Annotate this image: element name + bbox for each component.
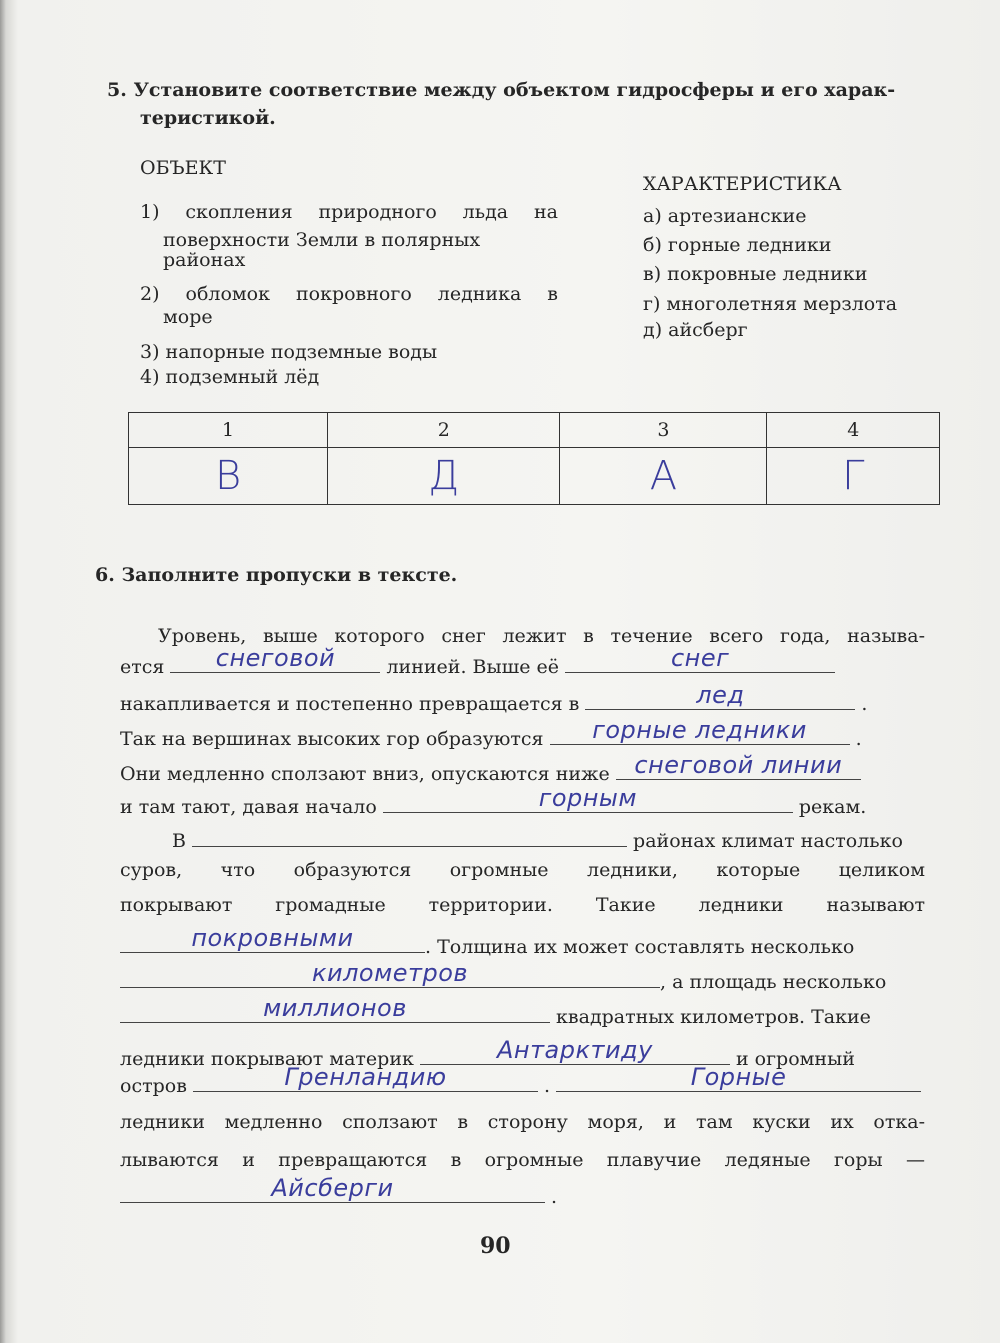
text-line [120, 716, 862, 751]
text-segment: . [545, 1186, 558, 1208]
text-segment: . [855, 693, 868, 715]
object-item: 2) обломок покровного ледника в [140, 283, 558, 305]
text-segment: Уровень, выше которого снег лежит в течение всего года, называ- [158, 625, 925, 647]
object-header: ОБЪЕКТ [140, 157, 226, 179]
text-segment: ледники покрывают материк [120, 1048, 420, 1070]
text-segment: остров [120, 1075, 193, 1097]
table-header: 1 [129, 413, 328, 448]
text-segment: линией. Выше её [380, 656, 566, 678]
answer-blank[interactable] [616, 751, 861, 780]
text-segment: . Толщина их может составлять несколько [425, 936, 855, 958]
object-item: поверхности Земли в полярных [163, 229, 481, 251]
handwritten-answer: горные ледники [592, 716, 807, 744]
text-line [120, 644, 835, 679]
answer-blank[interactable] [420, 1036, 730, 1065]
characteristic-item: г) многолетняя мерзлота [643, 293, 898, 315]
text-segment: лываются и превращаются в огромные плавучие ледяные горы — [120, 1149, 925, 1171]
answer-cell[interactable]: В [129, 448, 328, 505]
text-line [172, 824, 903, 853]
handwritten-answer: снег [670, 644, 730, 672]
text-segment: районах климат настолько [627, 830, 903, 852]
handwritten-answer: снеговой [215, 644, 336, 672]
text-line [120, 959, 887, 994]
handwritten-answer: покровными [191, 924, 354, 952]
text-segment: суров, что образуются огромные ледники, которые целиком [120, 859, 925, 881]
text-segment: накапливается и постепенно превращается в [120, 693, 586, 715]
text-line [120, 1148, 925, 1172]
object-item: 1) скопления природного льда на [140, 201, 558, 223]
text-segment: и там тают, давая начало [120, 796, 383, 818]
task5-title: 5. Установите соответствие между объектом гидросферы и его харак- [107, 79, 896, 101]
text-segment: покрывают громадные территории. Такие ледники называют [120, 894, 925, 916]
text-segment: и огромный [729, 1048, 855, 1070]
answer-blank[interactable] [120, 924, 425, 953]
characteristic-header: ХАРАКТЕРИСТИКА [643, 173, 842, 195]
characteristic-item: в) покровные ледники [643, 263, 868, 285]
handwritten-answer: горным [538, 784, 637, 812]
text-segment: Они медленно сползают вниз, опускаются ниже [120, 763, 616, 785]
text-segment: ледники медленно сползают в сторону моря, и там куски их отка- [120, 1111, 925, 1133]
answer-blank[interactable] [550, 716, 850, 745]
handwritten-answer: Горные [690, 1063, 787, 1091]
handwritten-answer: снеговой линии [634, 751, 843, 779]
answer-blank[interactable] [170, 644, 380, 673]
object-item: море [163, 306, 213, 328]
page-number: 90 [480, 1233, 511, 1259]
answer-table [128, 412, 940, 505]
characteristic-item: д) айсберг [643, 319, 748, 341]
text-line [120, 681, 868, 716]
text-segment: Так на вершинах высоких гор образуются [120, 728, 550, 750]
text-segment: ется [120, 656, 171, 678]
object-item: районах [163, 249, 246, 271]
text-line [120, 994, 871, 1029]
answer-cell[interactable]: Г [767, 448, 940, 505]
handwritten-answer: Антарктиду [496, 1036, 653, 1064]
handwritten-answer: Гренландию [284, 1063, 447, 1091]
table-header: 3 [560, 413, 767, 448]
object-item: 4) подземный лёд [140, 366, 320, 388]
handwritten-answer: Айсберги [271, 1174, 394, 1202]
answer-blank[interactable] [556, 1063, 921, 1092]
characteristic-item: б) горные ледники [643, 234, 832, 256]
text-line [120, 1063, 921, 1098]
task6-title: 6. Заполните пропуски в тексте. [95, 564, 458, 586]
text-segment: . [849, 728, 862, 750]
handwritten-answer: миллионов [263, 994, 407, 1022]
text-line [120, 784, 867, 819]
table-header: 2 [328, 413, 560, 448]
text-segment: рекам. [792, 796, 867, 818]
answer-blank[interactable] [383, 784, 793, 813]
text-segment: , а площадь несколько [660, 971, 887, 993]
answer-blank[interactable] [193, 1063, 538, 1092]
text-segment: В [172, 830, 193, 852]
answer-blank[interactable] [120, 994, 550, 1023]
text-segment: . [537, 1075, 557, 1097]
task5-title-cont: теристикой. [140, 107, 276, 129]
answer-cell[interactable]: Д [328, 448, 560, 505]
text-line [120, 1174, 558, 1209]
text-segment: квадратных километров. Такие [550, 1006, 871, 1028]
answer-cell[interactable]: А [560, 448, 767, 505]
answer-blank[interactable] [120, 959, 660, 988]
text-line [120, 893, 925, 917]
text-line [120, 858, 925, 882]
answer-blank[interactable] [120, 1174, 545, 1203]
handwritten-answer: километров [311, 959, 469, 987]
text-line [120, 1110, 925, 1134]
text-line [120, 924, 855, 959]
object-item: 3) напорные подземные воды [140, 341, 438, 363]
answer-blank[interactable] [565, 644, 835, 673]
table-header: 4 [767, 413, 940, 448]
answer-blank[interactable] [585, 681, 855, 710]
handwritten-answer: лед [696, 681, 745, 709]
characteristic-item: а) артезианские [643, 205, 807, 227]
text-line [120, 751, 861, 786]
answer-blank[interactable] [192, 824, 627, 847]
